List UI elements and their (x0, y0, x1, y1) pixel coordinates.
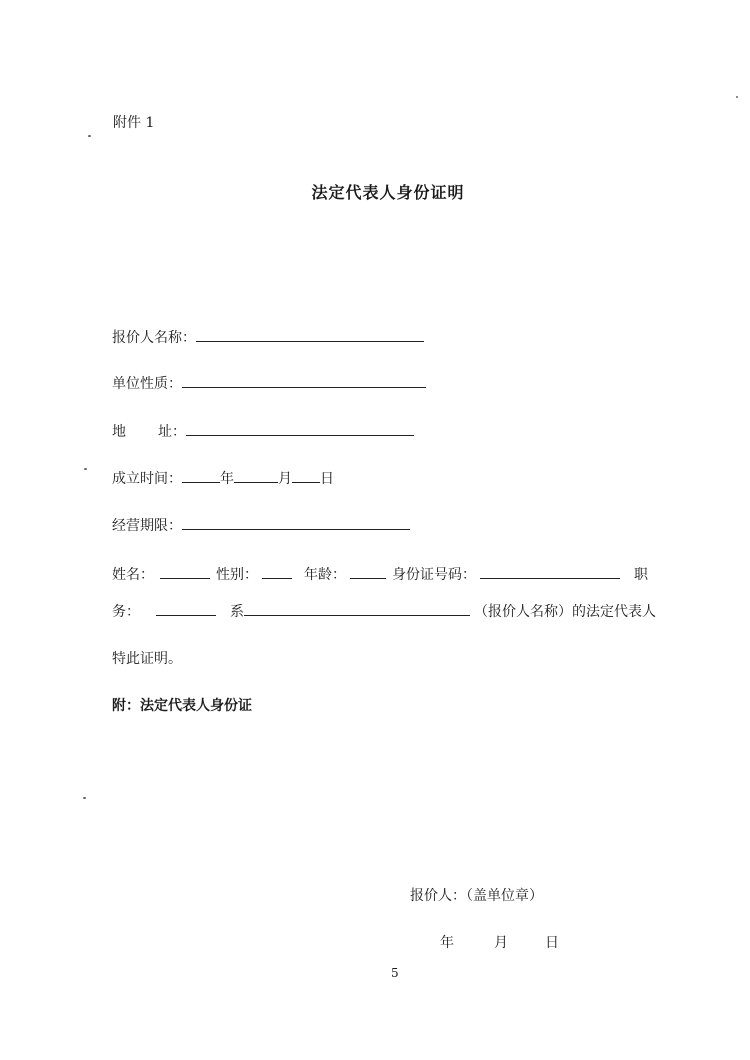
bidder-name-blank[interactable] (196, 327, 424, 342)
person-position-row (112, 601, 656, 621)
signature-bidder: 报价人：（盖单位章） (410, 888, 543, 904)
gender-blank[interactable] (262, 564, 292, 579)
age-label: 年龄： (304, 567, 346, 583)
founded-day-label: 日 (320, 471, 334, 487)
position-blank[interactable] (156, 601, 216, 616)
position-label-b: 务： (112, 604, 140, 620)
gender-label: 性别： (216, 567, 258, 583)
bidder-name-label: 报价人名称： (112, 330, 196, 346)
signature-year: 年 (440, 935, 454, 951)
address-label-b: 址： (158, 424, 186, 440)
person-info-row (112, 564, 648, 584)
attachment-label: 附件 1 (113, 115, 155, 131)
founded-row (112, 468, 334, 488)
bidder-name-row (112, 327, 424, 347)
operating-period-row (112, 515, 410, 535)
operating-period-label: 经营期限： (112, 518, 182, 534)
is-label: 系 (230, 604, 244, 620)
unit-nature-label: 单位性质： (112, 376, 182, 392)
document-title: 法定代表人身份证明 (311, 183, 465, 202)
founded-month-label: 月 (278, 471, 292, 487)
signature-month: 月 (494, 935, 508, 951)
founded-year-blank[interactable] (182, 468, 220, 483)
page-number: 5 (391, 966, 399, 980)
id-number-blank[interactable] (480, 564, 620, 579)
signature-day: 日 (545, 935, 559, 951)
scan-speck (736, 96, 738, 98)
founded-year-label: 年 (220, 471, 234, 487)
name-blank[interactable] (160, 564, 210, 579)
address-label-a: 地 (112, 424, 126, 440)
company-name-blank[interactable] (244, 601, 470, 616)
operating-period-blank[interactable] (182, 515, 410, 530)
certify-text: 特此证明。 (112, 651, 182, 667)
scan-speck (88, 135, 91, 137)
position-label-a: 职 (634, 567, 648, 583)
unit-nature-row (112, 373, 426, 393)
address-row (112, 421, 414, 441)
founded-label: 成立时间： (112, 471, 182, 487)
age-blank[interactable] (350, 564, 386, 579)
scan-speck (83, 797, 86, 799)
id-number-label: 身份证号码： (392, 567, 476, 583)
founded-month-blank[interactable] (234, 468, 278, 483)
address-blank[interactable] (186, 421, 414, 436)
name-label: 姓名： (112, 567, 154, 583)
legal-rep-suffix: （报价人名称）的法定代表人 (474, 604, 656, 620)
unit-nature-blank[interactable] (182, 373, 426, 388)
attachment-note: 附：法定代表人身份证 (112, 698, 252, 714)
founded-day-blank[interactable] (292, 468, 320, 483)
scan-speck (84, 468, 87, 470)
